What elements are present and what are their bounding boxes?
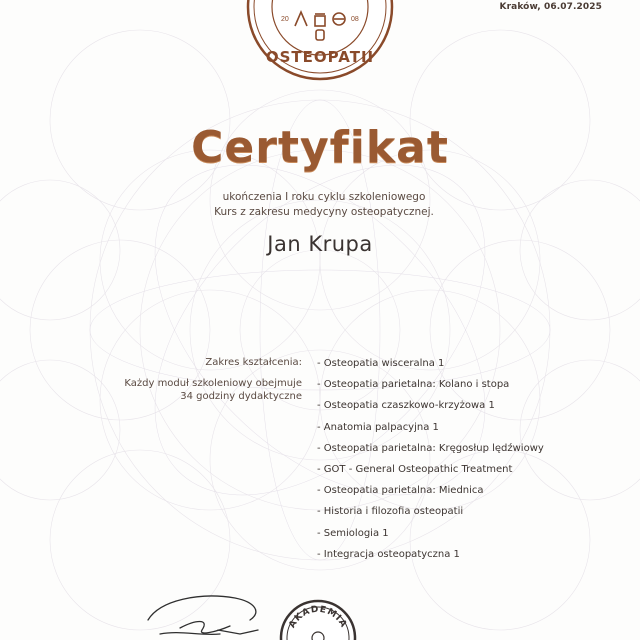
recipient-name: Jan Krupa	[267, 232, 373, 256]
module-item: - Osteopatia parietalna: Kręgosłup lędźwiowy	[317, 442, 544, 454]
certificate-title: Certyfikat	[191, 122, 449, 173]
module-list	[317, 357, 544, 569]
module-item: - Integracja osteopatyczna 1	[317, 548, 460, 560]
bottom-seal-name: AKADEMIA	[287, 604, 349, 630]
module-item: - Osteopatia czaszkowo-krzyżowa 1	[317, 400, 495, 412]
module-item: - Osteopatia wisceralna 1	[317, 358, 445, 369]
module-item: - Semiologia 1	[317, 527, 389, 539]
handwritten-signature	[140, 590, 270, 640]
seal-year-left: 20	[281, 16, 289, 23]
subtitle-line-2: Kurs z zakresu medycyny osteopatycznej.	[214, 206, 434, 218]
module-item: - Osteopatia parietalna: Kolano i stopa	[317, 379, 510, 391]
module-item: - Anatomia palpacyjna 1	[317, 421, 439, 433]
seal-year-right: 08	[351, 16, 359, 23]
place-date: Kraków, 06.07.2025	[499, 2, 602, 12]
module-item: - Historia i filozofia osteopatii	[317, 506, 464, 518]
module-item: - Osteopatia parietalna: Miednica	[317, 485, 484, 497]
module-item: - GOT - General Osteopathic Treatment	[317, 463, 513, 475]
scope-label: Zakres kształcenia:	[205, 357, 302, 368]
academy-seal-logo	[245, 0, 395, 82]
seal-name: OSTEOPATII	[265, 48, 375, 66]
academy-seal-logo-bottom	[278, 598, 358, 640]
subtitle-line-1: ukończenia I roku cyklu szkoleniowego	[222, 191, 426, 203]
scope-note: Każdy moduł szkoleniowy obejmuje 34 godziny dydaktyczne	[124, 378, 302, 402]
